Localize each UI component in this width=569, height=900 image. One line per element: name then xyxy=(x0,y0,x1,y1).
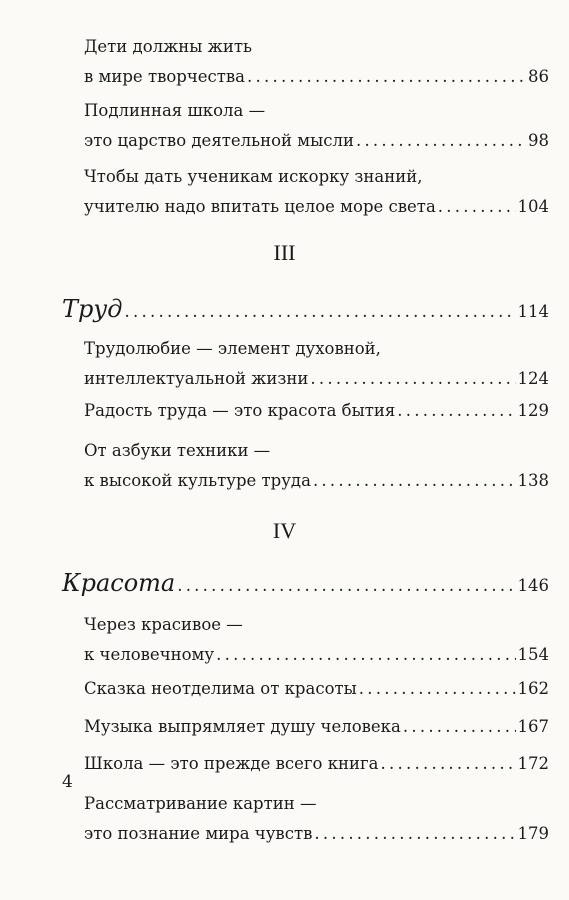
toc-entry[interactable] xyxy=(84,96,549,156)
chapter-title: Красота xyxy=(62,569,176,597)
toc-entry-line: Трудолюбие — элемент духовной, xyxy=(84,339,381,358)
toc-entry-line: Радость труда — это красота бытия xyxy=(84,401,396,420)
toc-entry-line: Чтобы дать ученикам искорку знаний, xyxy=(84,167,423,186)
toc-entry[interactable] xyxy=(84,436,549,496)
leader-dots xyxy=(125,295,516,329)
chapter-entry[interactable] xyxy=(62,566,549,603)
folio-page-number: 4 xyxy=(62,772,73,792)
toc-page-number: 179 xyxy=(517,824,549,843)
leader-dots xyxy=(247,62,526,92)
toc-entry[interactable] xyxy=(84,749,549,779)
section-numeral: IV xyxy=(272,518,297,543)
toc-page-number: 146 xyxy=(517,576,549,595)
toc-page-number: 154 xyxy=(517,645,549,664)
toc-entry-line: Школа — это прежде всего книга xyxy=(84,754,379,773)
toc-entry[interactable] xyxy=(84,674,549,704)
section-numeral: III xyxy=(273,240,296,265)
toc-page-number: 162 xyxy=(517,679,549,698)
toc-page-number: 114 xyxy=(517,302,549,321)
toc-entry-line: От азбуки техники — xyxy=(84,441,271,460)
toc-entry-line: это познание мира чувств xyxy=(84,824,313,843)
toc-page-number: 129 xyxy=(517,401,549,420)
chapter-entry[interactable] xyxy=(62,292,549,329)
toc-entry-line: Дети должны жить xyxy=(84,37,252,56)
leader-dots xyxy=(397,396,515,426)
toc-page-number: 167 xyxy=(517,717,549,736)
toc-entry-line: к человечному xyxy=(84,645,215,664)
chapter-title: Труд xyxy=(62,295,123,323)
toc-entry-line: к высокой культуре труда xyxy=(84,471,311,490)
leader-dots xyxy=(310,364,515,394)
leader-dots xyxy=(356,126,526,156)
leader-dots xyxy=(381,749,516,779)
toc-entry-line: в мире творчества xyxy=(84,67,246,86)
toc-entry-line: Музыка выпрямляет душу человека xyxy=(84,717,401,736)
toc-page-number: 98 xyxy=(528,131,549,150)
toc-entry[interactable] xyxy=(84,712,549,742)
toc-entry[interactable] xyxy=(84,789,549,849)
toc-entry-line: Подлинная школа — xyxy=(84,101,266,120)
toc-page-number: 104 xyxy=(517,197,549,216)
toc-entry-line: Рассматривание картин — xyxy=(84,794,317,813)
toc-page-number: 124 xyxy=(517,369,549,388)
toc-entry-line: Сказка неотделима от красоты xyxy=(84,679,357,698)
leader-dots xyxy=(313,466,516,496)
leader-dots xyxy=(216,640,515,670)
toc-entry-line: Через красивое — xyxy=(84,615,243,634)
toc-entry[interactable] xyxy=(84,396,549,426)
toc-entry-line: учителю надо впитать целое море света xyxy=(84,197,436,216)
toc-page-number: 172 xyxy=(517,754,549,773)
toc-page-number: 86 xyxy=(528,67,549,86)
toc-entry[interactable] xyxy=(84,334,549,394)
toc-entry-line: интеллектуальной жизни xyxy=(84,369,309,388)
toc-entry-line: это царство деятельной мысли xyxy=(84,131,354,150)
leader-dots xyxy=(403,712,516,742)
toc-entry[interactable] xyxy=(84,610,549,670)
toc-page-number: 138 xyxy=(517,471,549,490)
leader-dots xyxy=(359,674,516,704)
toc-entry[interactable] xyxy=(84,32,549,92)
leader-dots xyxy=(438,192,516,222)
leader-dots xyxy=(177,569,515,603)
leader-dots xyxy=(314,819,515,849)
toc-entry[interactable] xyxy=(84,162,549,222)
